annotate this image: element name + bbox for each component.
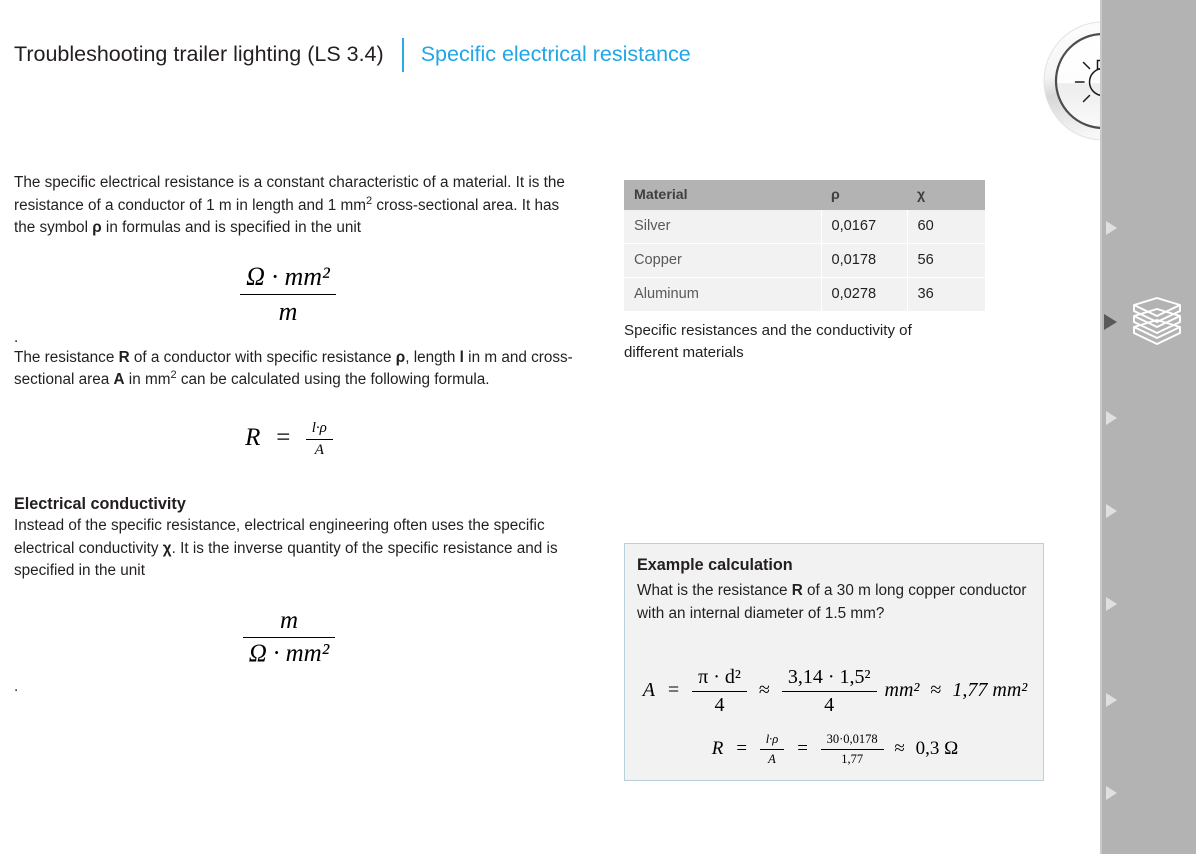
formula-unit-conductivity	[4, 607, 574, 668]
example-question-R: R	[791, 582, 803, 599]
formula-resistance-example	[625, 732, 1045, 767]
fraction-denominator: m	[278, 296, 298, 326]
fraction-numerator: Ω · mm²	[240, 262, 336, 295]
formula-area-approx-2: ≈	[930, 679, 942, 702]
paragraph-conductivity-text-1: Instead of the specific resistance, electrical engineering often uses the specific electrical conductivity	[14, 516, 545, 557]
formula-resistance-lhs: R	[711, 737, 724, 759]
paragraph-resistance-R: R	[118, 348, 130, 366]
column-header-chi: χ	[907, 180, 985, 210]
fraction-denominator: A	[314, 441, 324, 458]
fraction-area-numeric	[782, 666, 877, 717]
cell-chi: 56	[907, 244, 985, 278]
cell-material: Copper	[624, 244, 821, 278]
cell-material: Aluminum	[624, 278, 821, 312]
paragraph-resistance-text-2: of a conductor with specific resistance	[129, 348, 396, 366]
paragraph-conductivity-text-2: . It is the inverse quantity of the specific resistance and is specified in the unit	[14, 539, 558, 580]
paragraph-resistance-text-5: in mm	[124, 371, 171, 389]
paragraph-definition-rho: ρ	[92, 219, 102, 237]
fraction-numerator: π · d²	[692, 666, 747, 692]
cell-rho: 0,0278	[821, 278, 907, 312]
paragraph-conductivity	[14, 515, 574, 583]
sidebar-marker-2-active[interactable]	[1104, 314, 1117, 330]
paragraph-resistance-A: A	[113, 371, 125, 389]
formula-resistance-equals-1: =	[735, 737, 748, 759]
formula-unit-resistivity	[2, 262, 574, 327]
stacked-books-button[interactable]	[1126, 292, 1188, 354]
fraction-conductivity-unit	[243, 607, 335, 668]
fraction-resistance-numeric	[821, 732, 884, 767]
trailing-dot-2: .	[14, 677, 19, 695]
fraction-numerator: 30·0,0178	[821, 732, 884, 750]
sidebar-edge	[1100, 0, 1102, 854]
paragraph-resistance-text-4: in m and cross-sectional area	[14, 348, 573, 389]
formula-area-equals: =	[666, 679, 681, 702]
right-sidebar	[1100, 0, 1196, 854]
table-row	[624, 244, 985, 278]
fraction-numerator: m	[243, 607, 335, 638]
sidebar-marker-7[interactable]	[1106, 786, 1117, 800]
paragraph-resistance-text-3: , length	[405, 348, 460, 366]
fraction-resistance	[306, 420, 333, 459]
paragraph-resistance-sup: 2	[170, 369, 177, 382]
fraction-area-symbolic	[692, 666, 747, 717]
fraction-denominator: 4	[714, 694, 725, 716]
sidebar-marker-4[interactable]	[1106, 504, 1117, 518]
page-header	[0, 0, 1100, 95]
title-divider	[402, 38, 404, 72]
fraction-denominator: A	[768, 752, 776, 766]
formula-area-result: 1,77 mm²	[952, 679, 1028, 702]
column-header-material: Material	[624, 180, 821, 210]
sidebar-marker-3[interactable]	[1106, 411, 1117, 425]
formula-area-lhs: A	[642, 679, 655, 702]
paragraph-resistance-text-1: The resistance	[14, 348, 119, 366]
header-title-group	[14, 38, 691, 72]
formula-resistance-approx: ≈	[894, 737, 905, 759]
formula-resistance-equals-2: =	[796, 737, 809, 759]
paragraph-resistance-rho: ρ	[395, 348, 406, 366]
materials-table-wrapper	[624, 180, 934, 311]
formula-area	[625, 666, 1045, 717]
fraction-numerator: 3,14 · 1,5²	[782, 666, 877, 692]
cell-rho: 0,0178	[821, 244, 907, 278]
example-question-text-1: What is the resistance	[637, 582, 792, 599]
cell-material: Silver	[624, 210, 821, 244]
paragraph-resistance-l: l	[459, 348, 464, 366]
fraction-numerator: l·ρ	[760, 732, 785, 750]
main-left-column	[14, 172, 574, 695]
fraction-numerator: l·ρ	[306, 420, 333, 440]
fraction-denominator: 1,77	[841, 752, 864, 766]
fraction-resistance-symbolic	[760, 732, 785, 767]
paragraph-definition-text-2: cross-sectional area. It has the symbol	[14, 196, 560, 237]
paragraph-definition	[14, 172, 574, 240]
paragraph-conductivity-chi: χ	[162, 539, 172, 557]
stacked-books-icon	[1126, 292, 1188, 354]
example-question	[637, 580, 1031, 625]
formula-area-approx-1: ≈	[758, 679, 770, 702]
table-row	[624, 278, 985, 312]
page-subtitle: Specific electrical resistance	[420, 42, 691, 67]
example-question-text-2: of a 30 m long copper conductor with an internal diameter of 1.5 mm?	[637, 582, 1027, 622]
fraction-resistivity-unit	[240, 262, 336, 327]
materials-table	[624, 180, 985, 311]
cell-rho: 0,0167	[821, 210, 907, 244]
sidebar-marker-6[interactable]	[1106, 693, 1117, 707]
formula-area-unit: mm²	[884, 679, 920, 702]
paragraph-resistance-text-6: can be calculated using the following formula.	[176, 371, 490, 389]
fraction-denominator: 4	[824, 694, 835, 716]
formula-resistance-equals: =	[274, 424, 292, 452]
trailing-dot-1: .	[14, 328, 19, 346]
sidebar-marker-5[interactable]	[1106, 597, 1117, 611]
paragraph-definition-text-1: The specific electrical resistance is a constant characteristic of a material. It is the resistance of a conductor of 1 m in length and 1 mm	[14, 174, 565, 214]
column-header-rho: ρ	[821, 180, 907, 210]
paragraph-resistance	[14, 347, 574, 392]
page-title: Troubleshooting trailer lighting (LS 3.4)	[14, 42, 384, 67]
section-heading-conductivity: Electrical conductivity	[14, 494, 186, 513]
table-caption: Specific resistances and the conductivity of different materials	[624, 322, 912, 361]
cell-chi: 36	[907, 278, 985, 312]
sidebar-marker-1[interactable]	[1106, 221, 1117, 235]
cell-chi: 60	[907, 210, 985, 244]
formula-resistance-result: 0,3 Ω	[915, 737, 959, 759]
table-header-row	[624, 180, 985, 210]
table-row	[624, 210, 985, 244]
example-heading: Example calculation	[637, 556, 793, 574]
formula-resistance	[4, 420, 574, 459]
formula-resistance-lhs: R	[245, 424, 261, 452]
fraction-denominator: Ω · mm²	[248, 639, 330, 667]
example-calculation-box	[624, 543, 1044, 781]
paragraph-definition-text-3: in formulas and is specified in the unit	[101, 219, 362, 237]
paragraph-definition-sup: 2	[366, 194, 373, 207]
